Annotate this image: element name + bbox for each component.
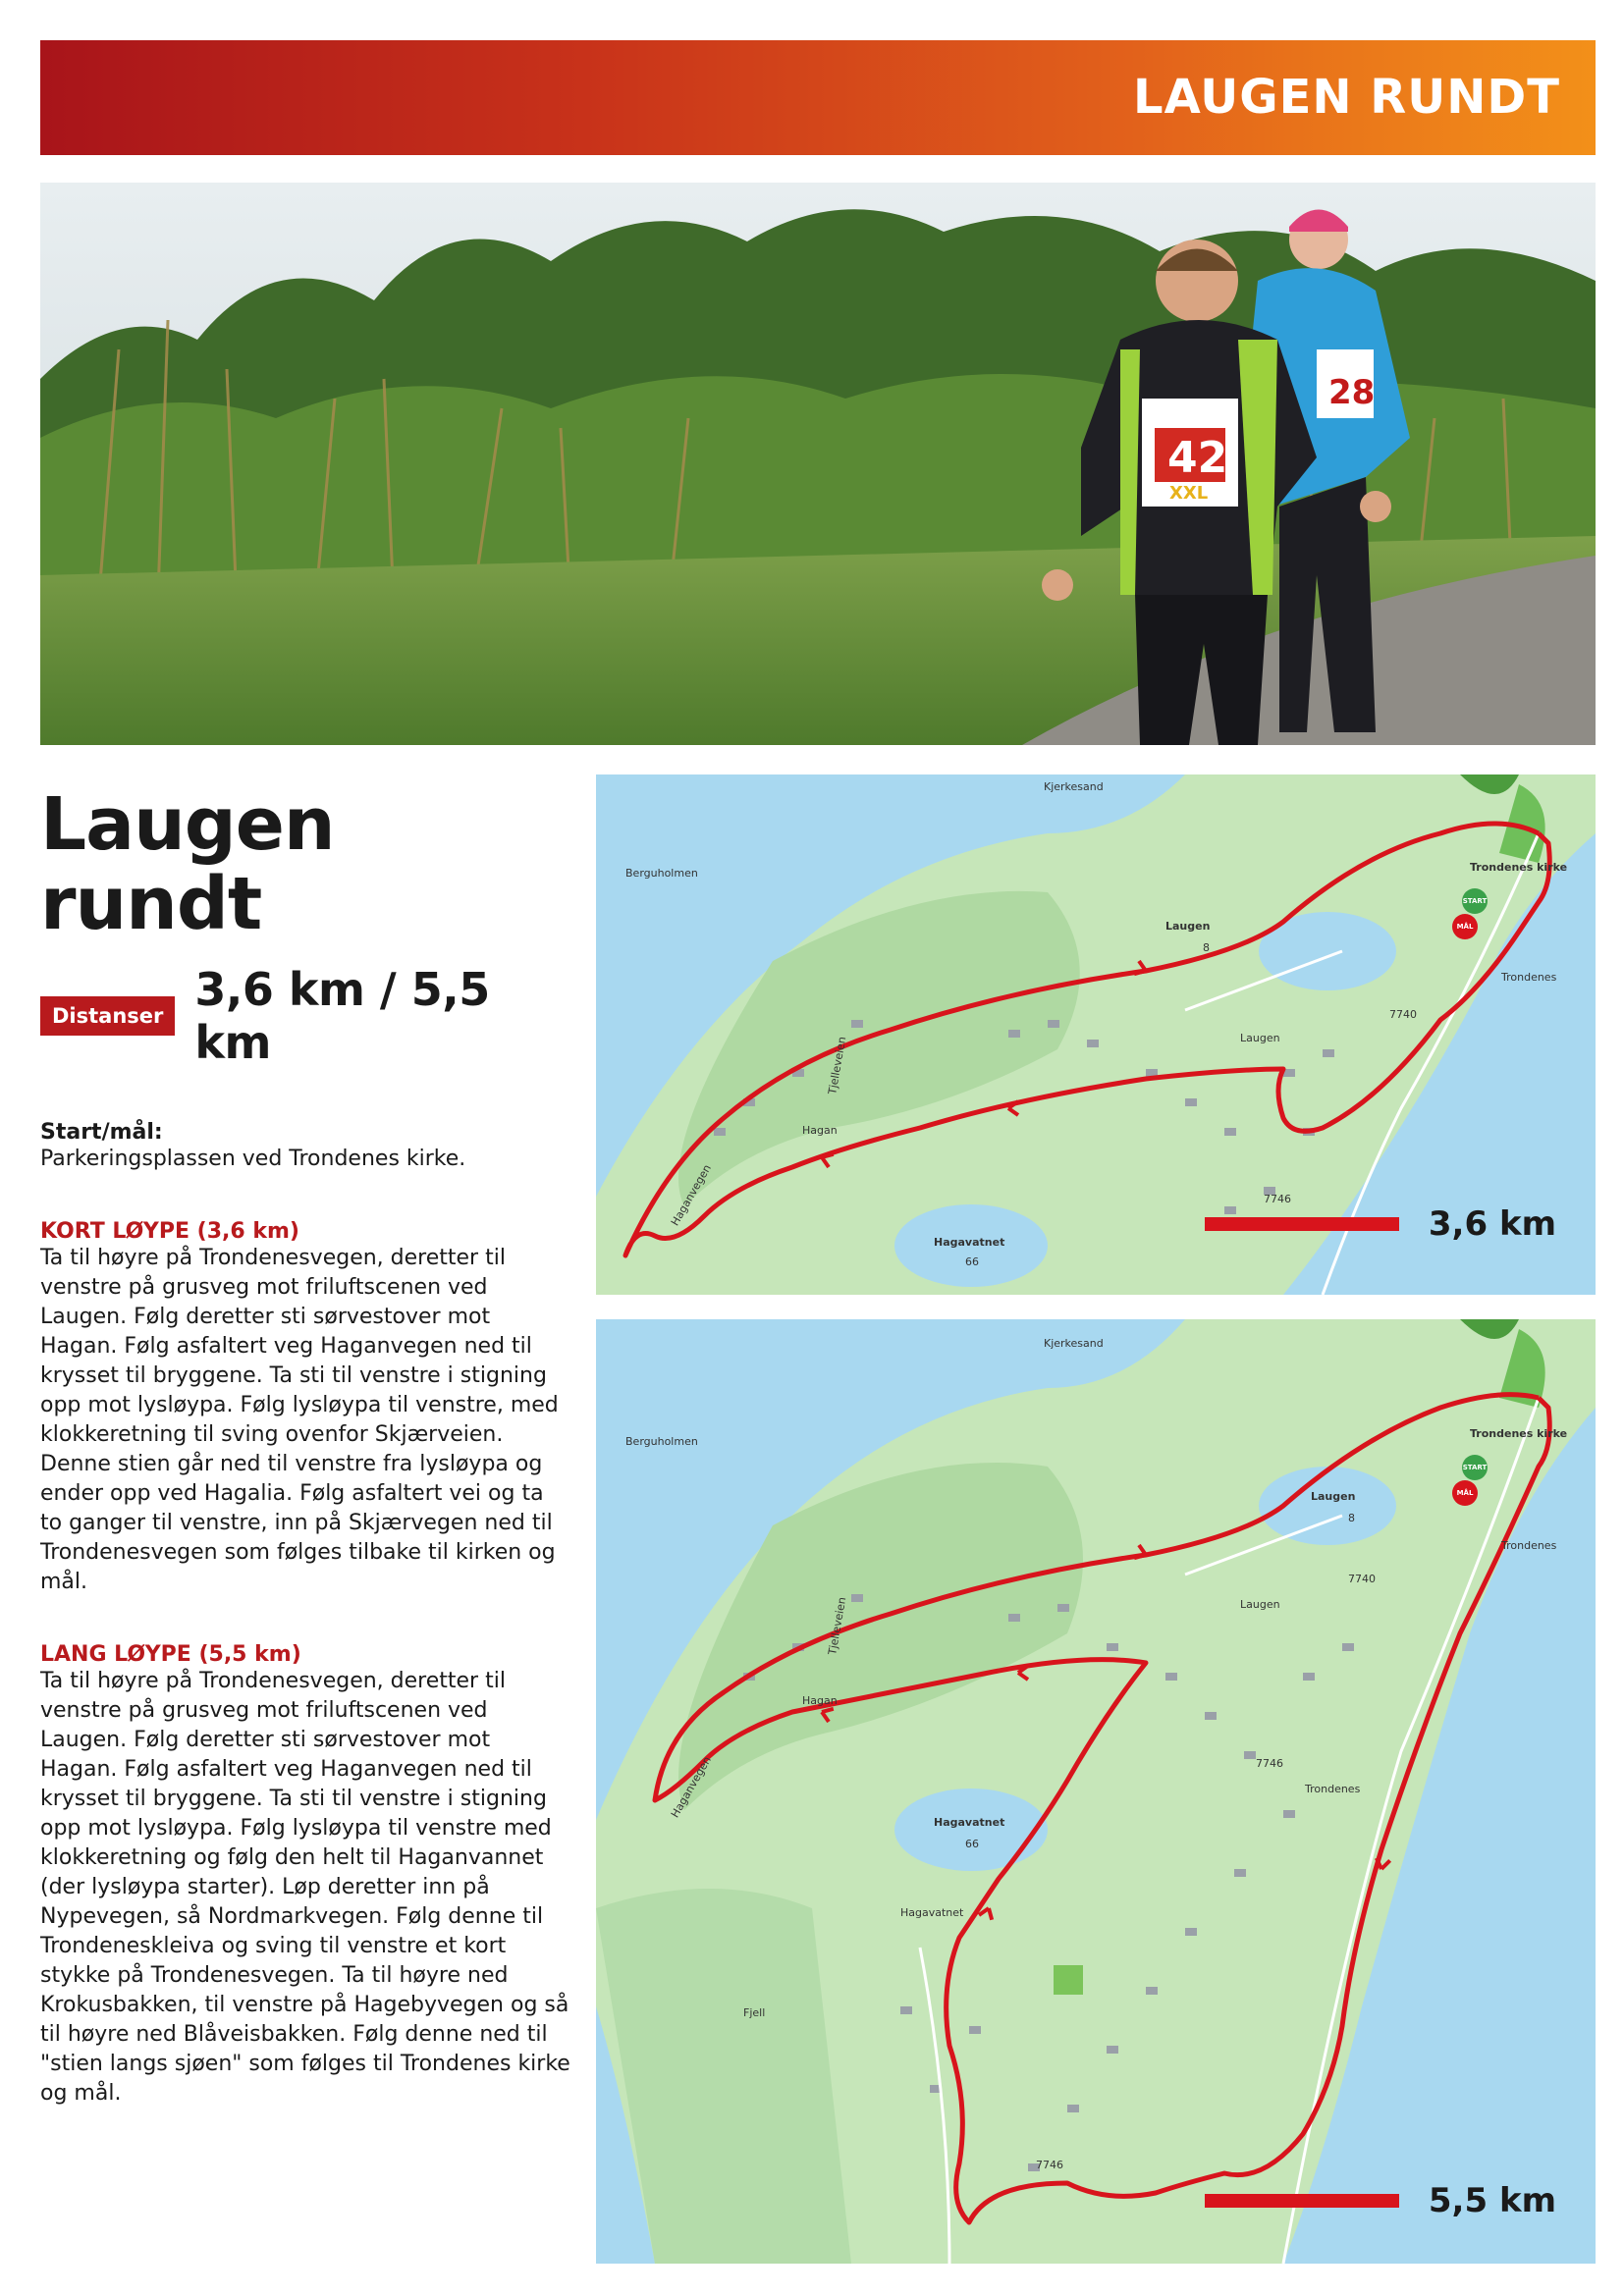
map-label-7740-2: 7740 [1348, 1573, 1376, 1585]
map-label-haganvegen: Haganvegen [668, 1162, 714, 1228]
finish-marker: MÅL [1452, 914, 1478, 939]
scale-bar-line-2 [1205, 2194, 1399, 2208]
map-label-berguholmen-2: Berguholmen [625, 1435, 698, 1448]
map-label-trondenes-a-2: Trondenes [1501, 1539, 1557, 1552]
bib-number-2: 28 [1328, 373, 1376, 412]
start-text: Parkeringsplassen ved Trondenes kirke. [40, 1146, 466, 1171]
map-label-kjerkesand: Kjerkesand [1044, 780, 1104, 793]
start-marker-2: START [1462, 1455, 1488, 1480]
scale-label-short: 3,6 km [1428, 1204, 1556, 1244]
map-label-berguholmen: Berguholmen [625, 867, 698, 880]
bib-number-1-sub: XXL [1169, 483, 1209, 504]
map-label-laugen-road: Laugen [1240, 1032, 1280, 1044]
page-title: Laugen rundt [40, 782, 335, 947]
runners-photo [40, 183, 1596, 745]
route-description [40, 782, 570, 2109]
long-route-heading: LANG LØYPE (5,5 km) [40, 1641, 301, 1667]
map-label-hagan: Hagan [802, 1124, 838, 1137]
map-label-haganvegen-2: Haganvegen [668, 1754, 714, 1820]
long-route-text: Ta til høyre på Trondenesvegen, deretter til venstre på grusveg mot friluftscenen ved Laugen. Følg deretter sti sørvestover mot Hagan. Følg asfaltert veg Haganvegen ned til krysset til bryggene. Ta sti til venstre i stigning opp mot lysløypa. Følg lysløypa til venstre med klokkeretning og følg den helt til Haganvannet (der lysløypa starter). Løp deretter inn på Nypevegen, så Nordmarkvegen. Følg denne til Trondeneskleiva og sving til venstre et kort stykke på Trondenesvegen. Ta til høyre ned Krokusbakken, til venstre på Hagebyvegen og så til høyre ned Blåveisbakken. Følg denne ned til "stien langs sjøen" som følges til Trondenes kirke og mål. [40, 1668, 570, 2106]
map-long-route [596, 1319, 1596, 2264]
map-label-laugen-num: 8 [1203, 941, 1210, 954]
map-label-7740: 7740 [1389, 1008, 1417, 1021]
map-label-trondenes-a: Trondenes [1501, 971, 1557, 984]
map-label-kjerkesand-2: Kjerkesand [1044, 1337, 1104, 1350]
scale-bar-short [1205, 1204, 1556, 1244]
map-label-laugen-2: Laugen [1311, 1490, 1356, 1503]
map-label-laugen-road-2: Laugen [1240, 1598, 1280, 1611]
map-label-laugen-num-2: 8 [1348, 1512, 1355, 1524]
map-label-hagavatnet-2: Hagavatnet [934, 1816, 1005, 1829]
map-label-tjelleveien: Tjelleveien [826, 1036, 849, 1095]
map-label-laugen: Laugen [1165, 920, 1211, 933]
start-marker: START [1462, 888, 1488, 914]
map-label-tjelleveien-2: Tjelleveien [826, 1596, 849, 1656]
map-label-7746: 7746 [1264, 1193, 1291, 1205]
bib-number-1: 42 [1167, 433, 1228, 483]
map-label-hagavatnet: Hagavatnet [934, 1236, 1005, 1249]
map-short-route [596, 774, 1596, 1295]
map-label-hagavatnet-num-2: 66 [965, 1838, 979, 1850]
distance-badge: Distanser [40, 996, 175, 1036]
short-route-heading: KORT LØYPE (3,6 km) [40, 1218, 299, 1244]
scale-label-long: 5,5 km [1428, 2181, 1556, 2220]
distance-row [40, 963, 570, 1069]
header-title: LAUGEN RUNDT [1133, 70, 1560, 125]
map-label-fjell: Fjell [743, 2006, 766, 2019]
map-label-trondenes-kirke-2: Trondenes kirke [1470, 1427, 1568, 1440]
map-label-trondenes-kirke: Trondenes kirke [1470, 861, 1568, 874]
distance-value: 3,6 km / 5,5 km [194, 962, 490, 1069]
map-label-hagan-2: Hagan [802, 1694, 838, 1707]
start-label: Start/mål: [40, 1119, 163, 1145]
short-route-text: Ta til høyre på Trondenesvegen, deretter til venstre på grusveg mot friluftscenen ved Laugen. Følg deretter sti sørvestover mot Hagan. Følg asfaltert veg Haganvegen ned til krysset til bryggene. Ta sti til venstre i stigning opp mot lysløypa. Følg lysløypa til venstre, med klokkeretning til sving ovenfor Skjærveien. Denne stien går ned til venstre fra lysløypa og ender opp ved Hagalia. Følg asfaltert vei og ta to ganger til venstre, inn på Skjærvegen ned til Trondenesvegen som følges tilbake til kirken og mål. [40, 1245, 559, 1594]
map-label-hagavatnet-area: Hagavatnet [900, 1906, 964, 1919]
map-label-7746-2: 7746 [1256, 1757, 1283, 1770]
scale-bar-long [1205, 2181, 1556, 2220]
header-banner [40, 40, 1596, 155]
scale-bar-line [1205, 1217, 1399, 1231]
map-label-trondenes-b-2: Trondenes [1305, 1783, 1361, 1795]
map-label-7746-b: 7746 [1036, 2159, 1063, 2171]
map-label-hagavatnet-num: 66 [965, 1255, 979, 1268]
finish-marker-2: MÅL [1452, 1480, 1478, 1506]
